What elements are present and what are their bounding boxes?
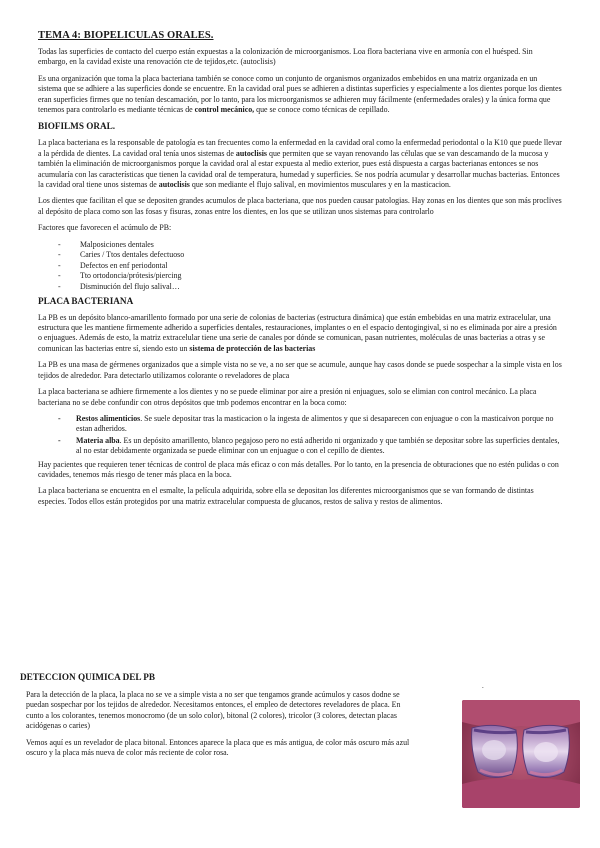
intro-paragraph-2 — [38, 74, 562, 116]
plaque-disclosing-teeth-photo — [462, 700, 580, 808]
list-item: - Tto ortodoncia/prótesis/piercing — [58, 271, 562, 282]
deposito-text: . Se suele depositar tras la masticacion o la ingesta de alimentos y que si desaparecen con enjuague o con la masticaivon porque no estan adheridos. — [76, 413, 554, 434]
right-incisor-clean-area — [534, 742, 558, 762]
upper-gum — [462, 700, 580, 727]
heading-biofilms: BIOFILMS ORAL. — [38, 121, 116, 132]
bio-1-bold-b: autoclisis — [158, 180, 190, 190]
deposito-term: Restos alimenticios — [76, 413, 141, 423]
pb-paragraph-4: Hay pacientes que requieren tener técnicas de control de placa más eficaz o con más detalles. Por lo tanto, en la presencia de obturaciones que no estén pulidas o con cavidades, tenemos más riesgo de tener más placa en la boca. — [38, 459, 559, 479]
list-item: - Disminución del flujo salival… — [58, 282, 562, 293]
deposito-text: . Es un depósito amarillento, blanco pegajoso pero no está adherido ni organizado y que también se depositar sobre las superficies dentales, al no estar debidamente organizada se puede eliminar con un enjuague o con el cepillo de dientes. — [76, 435, 560, 456]
stray-dot: . — [482, 682, 484, 690]
left-incisor-clean-area — [482, 740, 506, 760]
intro-2-end: que se conoce como técnicas de cepillado. — [256, 105, 390, 115]
bio-1-text-a: La placa bacteriana es la responsable de patología es tan frecuentes como la enfermedad en la cavidad oral como la enfermedad periodontal o la K10 que puede llevar a la pérdida de dientes. La cavidad oral tenía unos sistemas de — [38, 138, 562, 158]
list-item: - Defectos en enf periodontal — [58, 261, 562, 272]
pb-1-text: La PB es un depósito blanco-amarillento formado por una serie de colonias de bacterias (estructura dinámica) que están embebidas en una matriz extracelular, una estructura que les mantiene firmemente adherido a superficies dentales, restauraciones, implantes o en el espacio dentogingival, si no es eliminada por aire a presión o enjuagues. Además de esto, la matriz extracelular tiene una serie de canales por dónde se comunican, pasan nutrientes, moléculas de unas bacterias a otras y se comunican las bacterias entre sí, siendo esto un — [38, 312, 557, 353]
intro-2-text: Es una organización que toma la placa bacteriana también se conoce como un conjunto de organismos organizados embebidos en una matriz organizada en un sistema que se adhiere a las superficies donde se encuentre. En la cavidad oral pues se adhieren a distintas superficies y especialmente a los dientes porque los dientes eran superficies firmes que no tenían descamación, por lo tanto, para los microorganismos se adhieren muy fácilmente (enfermedades orales) y la única forma que tenemos para controlarlo es mediante técnicas de — [38, 73, 562, 115]
pb-paragraph-3: La placa bacteriana se adhiere firmemente a los dientes y no se puede eliminar por aire a presión ni enjuagues, solo se elimian con control mecánico. La placa bacteriana no se debe confundir con otros depósitos que tmb podemos encontrar en la boca como: — [38, 387, 537, 407]
list-item: - Malposiciones dentales — [58, 240, 562, 251]
heading-deteccion: DETECCION QUIMICA DEL PB — [20, 672, 156, 682]
heading-placa-bacteriana: PLACA BACTERIANA — [38, 295, 134, 306]
intro-paragraph-1: Todas las superficies de contacto del cuerpo están expuestas a la colonización de microorganismos. Loa flora bacteriana vive en armonía con el huésped. Sin embargo, en la cavidad existe una renovación cte de tejidos,etc. (autoclisis) — [38, 47, 533, 67]
document-page — [38, 30, 562, 513]
biofilms-paragraph-1 — [38, 138, 562, 190]
list-item — [58, 436, 562, 457]
biofilms-paragraph-2: Los dientes que facilitan el que se depositen grandes acumulos de placa bacteriana, que nos pueden causar patologias. Hay zonas en los dientes que son más proclives al depósito de placa como son las fosas y fisuras, zonas entre los dientes, en los que se utilizan unos sistemas para controlarlo — [38, 196, 562, 216]
bio-1-text-c: que son mediante el flujo salival, en movimientos musculares y en la masticacion. — [191, 180, 451, 190]
pb-1-bold: sistema de protección de las bacterias — [189, 343, 316, 353]
deteccion-paragraph-1: Para la detección de la placa, la placa no se ve a simple vista a no ser que tengamos grande acúmulos y casos dodne se puedan sospechar por los tejidos de alrededor. Necesitamos entonces, el empleo de detectores reveladores de placa. En cunto a los colorantes, tenemos monocromo (de un solo color), bitonal (2 colores), tricolor (3 colores, detectan placas acidógenas o caries) — [26, 690, 401, 731]
page-title: TEMA 4: BIOPELICULAS ORALES. — [38, 30, 214, 41]
bio-1-text-b: que permiten que se vayan renovando las células que se van descamando de la mucosa y también la eliminación de microorganismos porque la cavidad oral al estar expuesta al medio exterior, pues está dispuesta a cargas bacterianas entonces se nos acumularía con las características que tienen la cavidad oral de temperatura, humedad y superficies. Se nos podría acumular y desarrollar muchas bacterias. Entonces la cavidad oral tiene unos sistemas de — [38, 148, 560, 190]
factores-intro: Factores que favorecen el acúmulo de PB: — [38, 223, 172, 233]
deteccion-paragraph-2: Vemos aquí es un revelador de placa bitonal. Entonces aparece la placa que es más antigua, de color más oscuro más azul oscuro y la placa más nueva de color más reciente de color rosa. — [26, 737, 410, 758]
factores-list — [38, 240, 562, 293]
pb-paragraph-5: La placa bacteriana se encuentra en el esmalte, la película adquirida, sobre ella se depositan los diferentes microorganismos que se van formando de distintas especies. Todos ellos están protegidos por una matriz extracelular compuesta de glucanos, restos de saliva y restos de alimentos. — [38, 486, 534, 506]
list-item: - Caries / Ttos dentales defectuoso — [58, 250, 562, 261]
bio-1-bold-a: autoclisis — [235, 148, 268, 158]
depositos-list — [38, 414, 562, 457]
deposito-term: Materia alba — [76, 435, 120, 445]
intro-2-bold: control mecánico, — [194, 105, 255, 115]
list-item — [58, 414, 562, 435]
pb-paragraph-1 — [38, 313, 562, 355]
lower-gum — [462, 779, 580, 808]
pb-paragraph-2: La PB es una masa de gérmenes organizados que a simple vista no se ve, a no ser que se acumule, aunque hay casos donde se puede sospechar a la simple vista en los tejidos de alrededor. Para detectarlo utilizamos colorante o reveladores de placa — [38, 360, 562, 380]
